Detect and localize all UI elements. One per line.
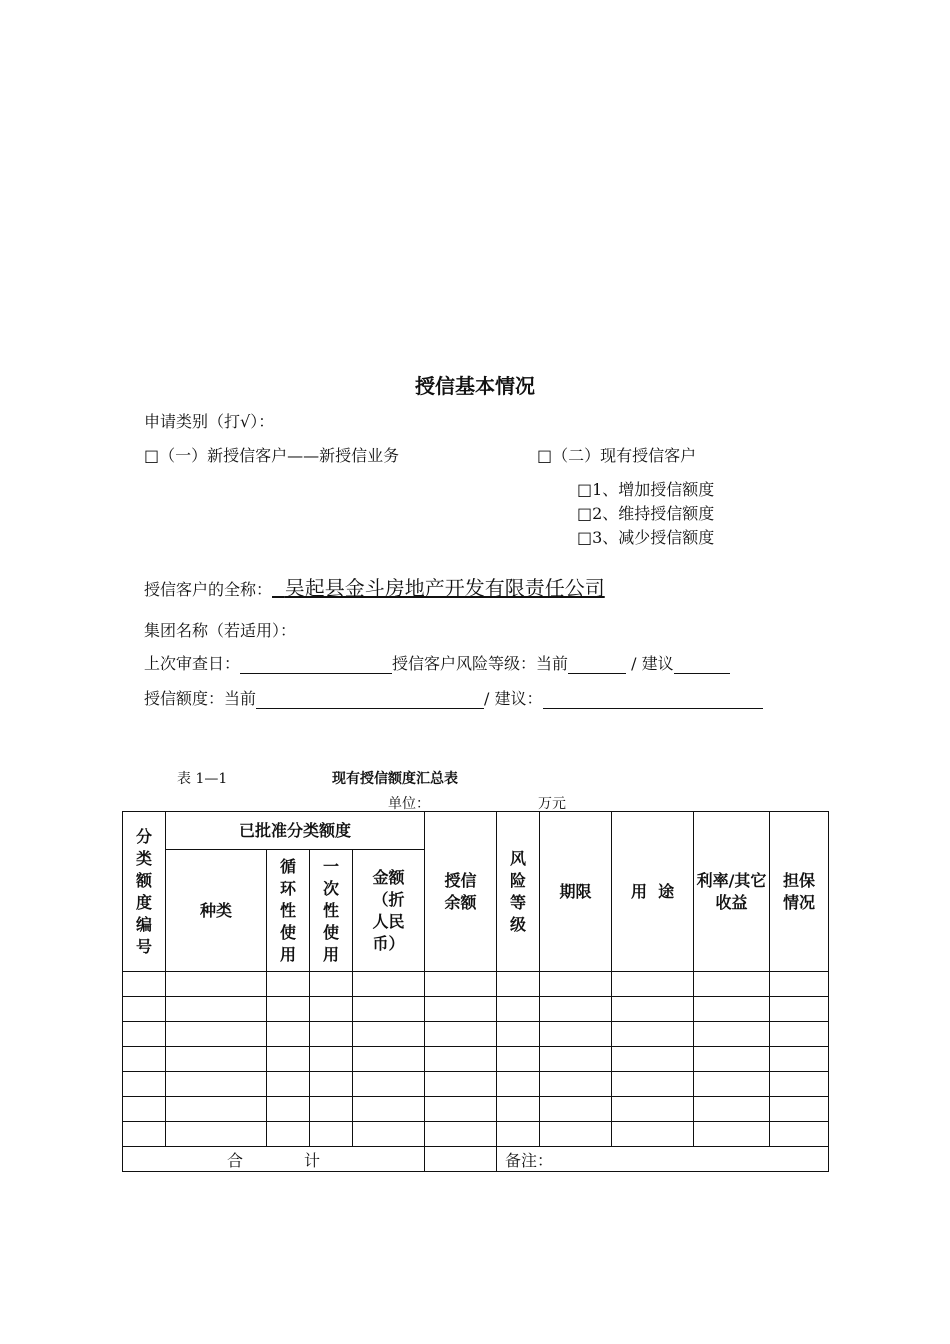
table-cell[interactable] bbox=[540, 1022, 612, 1047]
table-cell[interactable] bbox=[612, 1047, 694, 1072]
last-review-label: 上次审查日： bbox=[144, 654, 241, 673]
table-cell[interactable] bbox=[425, 972, 497, 997]
table-cell[interactable] bbox=[123, 997, 166, 1022]
table-cell[interactable] bbox=[497, 1122, 540, 1147]
table-cell[interactable] bbox=[310, 1097, 353, 1122]
table-cell[interactable] bbox=[540, 1122, 612, 1147]
guarantee-header: 担保情况 bbox=[770, 812, 829, 972]
rate-header: 利率/其它收益 bbox=[694, 812, 770, 972]
table-cell[interactable] bbox=[166, 972, 267, 997]
table-cell[interactable] bbox=[770, 972, 829, 997]
category-no-header: 分类额度编号 bbox=[123, 812, 166, 972]
review-risk-row bbox=[144, 651, 730, 674]
application-type-label: 申请类别（打√）： bbox=[144, 412, 275, 431]
balance-header: 授信余额 bbox=[425, 812, 497, 972]
option-increase-credit[interactable]: □1、增加授信额度 bbox=[577, 480, 715, 499]
table-cell[interactable] bbox=[267, 997, 310, 1022]
table-cell[interactable] bbox=[694, 1047, 770, 1072]
table-cell[interactable] bbox=[353, 1122, 425, 1147]
table-cell[interactable] bbox=[497, 972, 540, 997]
table-cell[interactable] bbox=[310, 997, 353, 1022]
table-row bbox=[123, 997, 829, 1022]
table-cell[interactable] bbox=[310, 1022, 353, 1047]
total-label: 合 计 bbox=[123, 1147, 425, 1172]
term-header: 期限 bbox=[540, 812, 612, 972]
table-cell[interactable] bbox=[425, 1047, 497, 1072]
table-cell[interactable] bbox=[267, 972, 310, 997]
table-cell[interactable] bbox=[166, 1047, 267, 1072]
table-caption: 现有授信额度汇总表 bbox=[332, 771, 458, 787]
table-cell[interactable] bbox=[497, 1072, 540, 1097]
table-cell[interactable] bbox=[425, 1022, 497, 1047]
table-cell[interactable] bbox=[694, 1072, 770, 1097]
table-cell[interactable] bbox=[540, 1072, 612, 1097]
revolving-header: 循环性使用 bbox=[267, 850, 310, 972]
table-cell[interactable] bbox=[353, 1072, 425, 1097]
last-review-field[interactable] bbox=[240, 655, 392, 674]
unit-value: 万元 bbox=[538, 796, 566, 812]
table-cell[interactable] bbox=[612, 1122, 694, 1147]
table-cell[interactable] bbox=[353, 1097, 425, 1122]
table-cell[interactable] bbox=[166, 1097, 267, 1122]
table-cell[interactable] bbox=[166, 1022, 267, 1047]
customer-name-value: 吴起县金斗房地产开发有限责任公司 bbox=[284, 576, 605, 600]
table-cell[interactable] bbox=[694, 1122, 770, 1147]
table-cell[interactable] bbox=[123, 1122, 166, 1147]
table-row bbox=[123, 1047, 829, 1072]
table-cell[interactable] bbox=[540, 1047, 612, 1072]
table-cell[interactable] bbox=[310, 972, 353, 997]
risk-header: 风险等级 bbox=[497, 812, 540, 972]
option-decrease-credit[interactable]: □3、减少授信额度 bbox=[577, 528, 715, 547]
table-cell[interactable] bbox=[166, 1072, 267, 1097]
approved-header: 已批准分类额度 bbox=[166, 812, 425, 850]
credit-suggest-label: / 建议： bbox=[484, 689, 543, 708]
customer-name-row bbox=[144, 572, 605, 601]
remarks-cell[interactable] bbox=[497, 1147, 829, 1172]
table-cell[interactable] bbox=[770, 1122, 829, 1147]
amount-header: 金额（折人民币） bbox=[353, 850, 425, 972]
table-cell[interactable] bbox=[267, 1047, 310, 1072]
table-cell[interactable] bbox=[123, 1047, 166, 1072]
page-title: 授信基本情况 bbox=[415, 374, 535, 398]
table-cell[interactable] bbox=[353, 1022, 425, 1047]
customer-name-label: 授信客户的全称： bbox=[144, 580, 273, 599]
purpose-header: 用 途 bbox=[612, 812, 694, 972]
credit-current-field[interactable] bbox=[256, 690, 484, 709]
table-cell[interactable] bbox=[425, 1097, 497, 1122]
credit-amount-row bbox=[144, 686, 763, 709]
table-cell[interactable] bbox=[612, 1022, 694, 1047]
table-cell[interactable] bbox=[123, 1097, 166, 1122]
remarks-label: 备注： bbox=[505, 1150, 554, 1170]
risk-current-field[interactable] bbox=[568, 655, 626, 674]
table-cell[interactable] bbox=[694, 997, 770, 1022]
table-cell[interactable] bbox=[694, 1022, 770, 1047]
table-row bbox=[123, 1022, 829, 1047]
table-cell[interactable] bbox=[770, 997, 829, 1022]
table-cell[interactable] bbox=[425, 1122, 497, 1147]
table-cell[interactable] bbox=[123, 1072, 166, 1097]
credit-amount-label: 授信额度：当前 bbox=[144, 689, 257, 708]
risk-suggest-label: / 建议 bbox=[631, 654, 674, 673]
option-maintain-credit[interactable]: □2、维持授信额度 bbox=[577, 504, 715, 523]
table-cell[interactable] bbox=[770, 1047, 829, 1072]
unit-label: 单位： bbox=[388, 796, 430, 812]
table-cell[interactable] bbox=[497, 997, 540, 1022]
table-cell[interactable] bbox=[770, 1022, 829, 1047]
table-cell[interactable] bbox=[267, 1022, 310, 1047]
total-balance-cell[interactable] bbox=[425, 1147, 497, 1172]
table-cell[interactable] bbox=[267, 1097, 310, 1122]
risk-suggest-field[interactable] bbox=[674, 655, 730, 674]
table-cell[interactable] bbox=[612, 972, 694, 997]
table-cell[interactable] bbox=[497, 1022, 540, 1047]
table-cell[interactable] bbox=[694, 972, 770, 997]
table-cell[interactable] bbox=[612, 1097, 694, 1122]
credit-summary-table bbox=[122, 811, 829, 1172]
table-cell[interactable] bbox=[612, 997, 694, 1022]
one-time-header: 一次性使用 bbox=[310, 850, 353, 972]
option-existing-customer[interactable]: □（二）现有授信客户 bbox=[537, 446, 697, 465]
table-cell[interactable] bbox=[166, 1122, 267, 1147]
credit-suggest-field[interactable] bbox=[543, 690, 763, 709]
table-row bbox=[123, 1072, 829, 1097]
kind-header: 种类 bbox=[166, 850, 267, 972]
table-cell[interactable] bbox=[123, 972, 166, 997]
option-new-customer[interactable]: □（一）新授信客户——新授信业务 bbox=[144, 446, 400, 465]
table-cell[interactable] bbox=[310, 1047, 353, 1072]
table-cell[interactable] bbox=[497, 1047, 540, 1072]
risk-grade-label: 授信客户风险等级：当前 bbox=[392, 654, 569, 673]
table-row bbox=[123, 1097, 829, 1122]
table-cell[interactable] bbox=[353, 972, 425, 997]
table-cell[interactable] bbox=[310, 1122, 353, 1147]
group-name-label: 集团名称（若适用）： bbox=[144, 621, 297, 640]
table-row bbox=[123, 1122, 829, 1147]
table-cell[interactable] bbox=[540, 997, 612, 1022]
table-number: 表 1—1 bbox=[177, 771, 228, 787]
header-row-1 bbox=[123, 812, 829, 850]
table-cell[interactable] bbox=[353, 997, 425, 1022]
table-cell[interactable] bbox=[540, 972, 612, 997]
total-row bbox=[123, 1147, 829, 1172]
table-cell[interactable] bbox=[497, 1097, 540, 1122]
table-cell[interactable] bbox=[540, 1097, 612, 1122]
table-cell[interactable] bbox=[770, 1097, 829, 1122]
table-cell[interactable] bbox=[267, 1122, 310, 1147]
table-row bbox=[123, 972, 829, 997]
table-cell[interactable] bbox=[267, 1072, 310, 1097]
table-cell[interactable] bbox=[166, 997, 267, 1022]
table-cell[interactable] bbox=[425, 1072, 497, 1097]
table-cell[interactable] bbox=[310, 1072, 353, 1097]
table-cell[interactable] bbox=[612, 1072, 694, 1097]
table-cell[interactable] bbox=[123, 1022, 166, 1047]
table-cell[interactable] bbox=[694, 1097, 770, 1122]
table-cell[interactable] bbox=[425, 997, 497, 1022]
table-cell[interactable] bbox=[353, 1047, 425, 1072]
table-cell[interactable] bbox=[770, 1072, 829, 1097]
